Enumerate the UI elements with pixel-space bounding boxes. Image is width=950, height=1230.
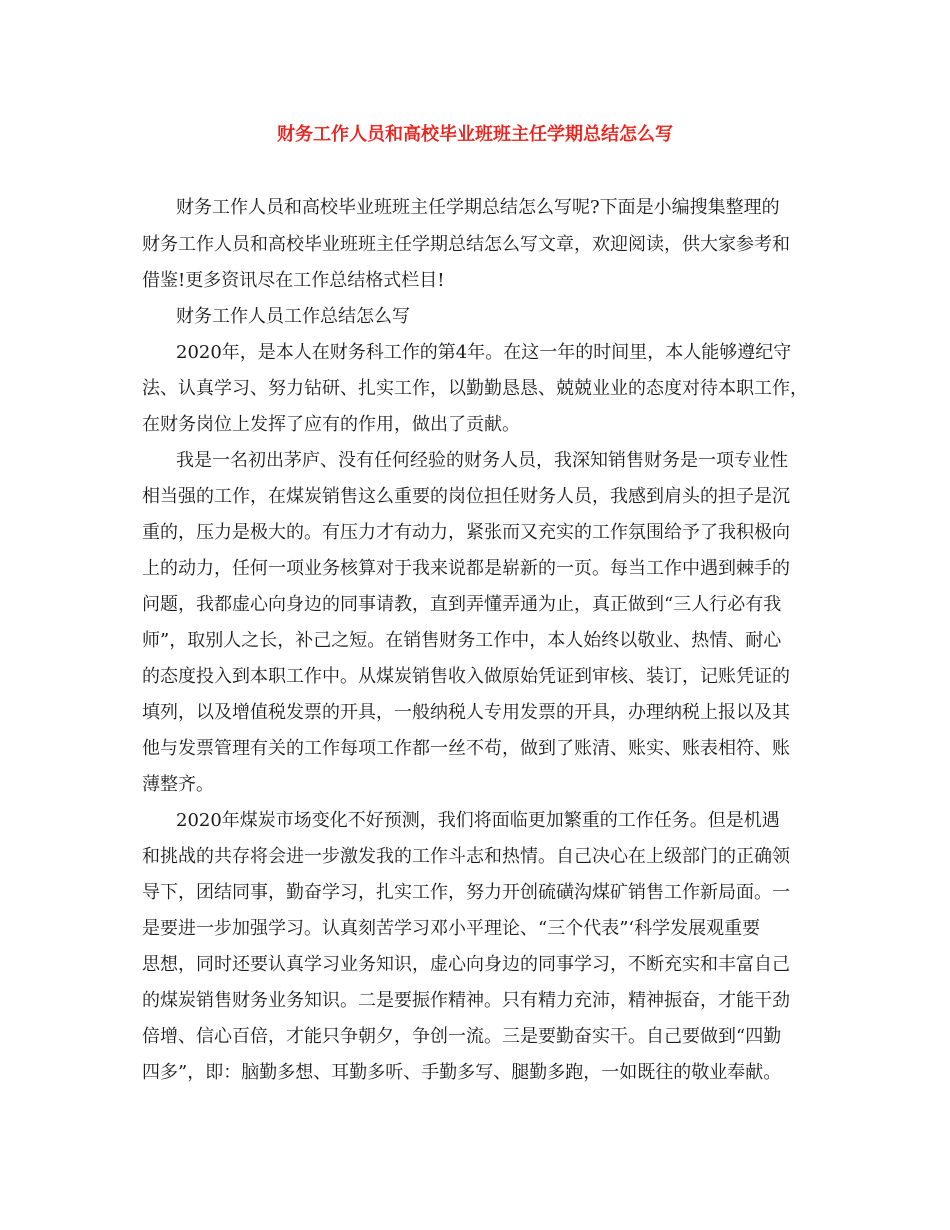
body-line: 相当强的工作，在煤炭销售这么重要的岗位担任财务人员，我感到肩头的担子是沉: [142, 486, 790, 507]
body-line: 倍增、信心百倍，才能只争朝夕，争创一流。三是要勤奋实干。自己要做到“四勤: [142, 1026, 782, 1047]
body-line: 2020年，是本人在财务科工作的第4年。在这一年的时间里，本人能够遵纪守: [176, 342, 792, 363]
body-line: 的态度投入到本职工作中。从煤炭销售收入做原始凭证到审核、装订，记账凭证的: [142, 666, 790, 687]
body-line: 和挑战的共存将会进一步激发我的工作斗志和热情。自己决心在上级部门的正确领: [142, 846, 790, 867]
body-line: 四多”，即：脑勤多想、耳勤多听、手勤多写、腿勤多跑，一如既往的敬业奉献。: [142, 1062, 782, 1083]
body-line: 我是一名初出茅庐、没有任何经验的财务人员，我深知销售财务是一项专业性: [176, 450, 788, 471]
body-line: 薄整齐。: [142, 774, 214, 795]
body-line: 问题，我都虚心向身边的同事请教，直到弄懂弄通为止，真正做到“三人行必有我: [142, 594, 782, 615]
body-line: 思想，同时还要认真学习业务知识，虚心向身边的同事学习，不断充实和丰富自己: [142, 954, 790, 975]
body-line: 财务工作人员和高校毕业班班主任学期总结怎么写文章，欢迎阅读，供大家参考和: [142, 234, 790, 255]
body-line: 借鉴!更多资讯尽在工作总结格式栏目!: [142, 270, 445, 291]
body-line: 导下，团结同事，勤奋学习，扎实工作，努力开创硫磺沟煤矿销售工作新局面。一: [142, 882, 790, 903]
body-line: 重的，压力是极大的。有压力才有动力，紧张而又充实的工作氛围给予了我积极向: [142, 522, 790, 543]
body-line: 法、认真学习、努力钻研、扎实工作，以勤勤恳恳、兢兢业业的态度对待本职工作，: [142, 378, 808, 399]
document-title: 财务工作人员和高校毕业班班主任学期总结怎么写: [277, 124, 673, 145]
body-line: 2020年煤炭市场变化不好预测，我们将面临更加繁重的工作任务。但是机遇: [176, 810, 780, 831]
body-line: 财务工作人员和高校毕业班班主任学期总结怎么写呢?下面是小编搜集整理的: [176, 197, 780, 218]
body-line: 在财务岗位上发挥了应有的作用，做出了贡献。: [142, 414, 520, 435]
body-line: 财务工作人员工作总结怎么写: [176, 306, 410, 327]
body-line: 师”，取别人之长，补己之短。在销售财务工作中，本人始终以敬业、热情、耐心: [142, 630, 782, 651]
body-line: 是要进一步加强学习。认真刻苦学习邓小平理论、“三个代表”‘科学发展观重要: [142, 918, 761, 939]
body-line: 的煤炭销售财务业务知识。二是要振作精神。只有精力充沛，精神振奋，才能干劲: [142, 990, 790, 1011]
body-line: 上的动力，任何一项业务核算对于我来说都是崭新的一页。每当工作中遇到棘手的: [142, 558, 790, 579]
body-line: 他与发票管理有关的工作每项工作都一丝不苟，做到了账清、账实、账表相符、账: [142, 738, 790, 759]
body-line: 填列，以及增值税发票的开具，一般纳税人专用发票的开具，办理纳税上报以及其: [142, 702, 790, 723]
